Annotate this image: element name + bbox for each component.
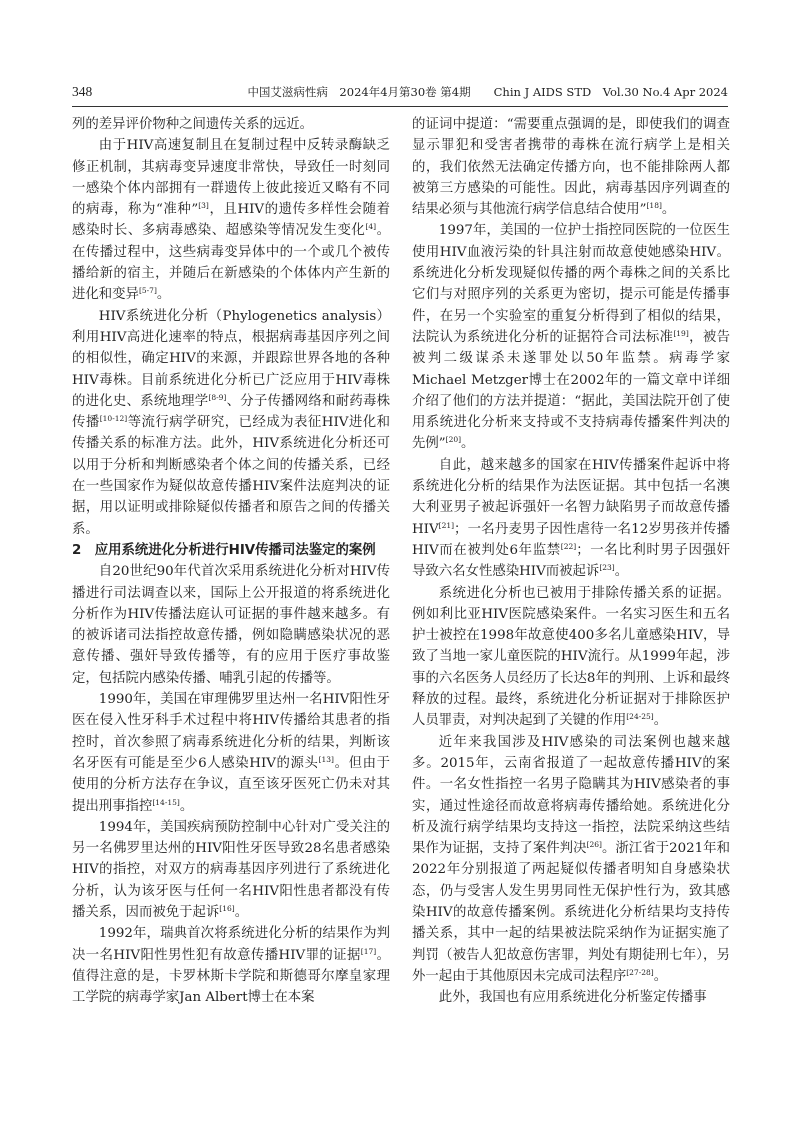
text-run: 。 [653, 713, 668, 729]
text-run: 。值得注意的是，卡罗林斯卡学院和斯德哥尔摩皇家理工学院的病毒学家Jan Albert博士在本案 [72, 947, 391, 1006]
text-run: HIV系统进化分析（Phylogenetics analysis）利用HIV高进化速率的特点，根据病毒基因序列之间的相似性，确定HIV的来源，并跟踪世界各地的各种HIV毒株。目前系统进化分析已广泛应用于HIV毒株的进化史、系统地理学 [72, 308, 390, 409]
text-run: 自此，越来越多的国家在HIV传播案件起诉中将系统进化分析的结果作为法医证据。其中包括一名澳大利亚男子被起诉强奸一名智力缺陷男子而故意传播HIV [412, 457, 730, 537]
text-run: 。 [661, 202, 676, 218]
text-run: ；一名比利时男子因强奸导致六名女性感染HIV而被起诉 [412, 542, 730, 580]
text-run: 1992年，瑞典首次将系统进化分析的结果作为判决一名HIV阳性男性犯有故意传播HIV罪的证据 [72, 926, 390, 963]
paragraph [72, 689, 390, 817]
text-run: 。浙江省于2021年和2022年分别报道了两起疑似传播者明知自身感染状态，仍与受害人发生男男同性无保护性行为，致其感染HIV的故意传播案例。系统进化分析结果均支持传播关系，其中一起的结果被法院采纳作为证据实施了判罚（被告人犯故意伤害罪，判处有期徒刑七年），另外一起由于其他原因未完成司法程序 [412, 841, 731, 984]
citation: [26] [586, 840, 602, 850]
page-number: 348 [72, 84, 93, 99]
paragraph [72, 923, 390, 1008]
citation: [24-25] [626, 712, 654, 722]
text-run: 。在传播过程中，这些病毒变异体中的一个或几个被传播给新的宿主，并随后在新感染的个体体内产生新的进化和变异 [72, 223, 391, 303]
text-run: 1997年，美国的一位护士指控同医院的一位医生使用HIV血液污染的针具注射而故意使她感染HIV。系统进化分析发现疑似传播的两个毒株之间的关系比它们与对照序列的关系更为密切，提示可能是传播事件，在另一个实验室的重复分析得到了相似的结果，法院认为系统进化分析的证据符合司法标准 [412, 223, 730, 345]
text-run: 。 [614, 564, 629, 580]
paragraph [72, 306, 390, 540]
citation: [4] [365, 222, 377, 232]
text-run: 的证词中提道：“需要重点强调的是，即使我们的调查显示罪犯和受害者携带的毒株在流行病学上是相关的，我们依然无法确定传播方向，也不能排除两人都被第三方感染的可能性。因此，病毒基因序列调查的结果必须与其他流行病学信息结合使用” [412, 117, 730, 218]
paragraph-continued: 列的差异评价物种之间遗传关系的远近。 [72, 117, 314, 132]
citation: [27-28] [626, 967, 654, 977]
citation: [3] [198, 201, 209, 211]
text-run: ，被告被判二级谋杀未遂罪处以50年监禁。病毒学家Michael Metzger博士在2002年的一篇文章中详细介绍了他们的方法并提道：“据此，美国法院开创了使用系统进化分析来支持或不支持病毒传播案件判决的先例” [412, 329, 731, 452]
header-rule [72, 106, 728, 107]
paragraph-continued [412, 114, 730, 220]
citation: [16] [219, 903, 235, 913]
text-run: 。 [461, 436, 475, 452]
text-run: 。 [653, 968, 668, 984]
section-heading: 2 应用系统进化分析进行HIV传播司法鉴定的案例 [72, 542, 376, 558]
citation: [13] [318, 754, 334, 764]
text-run: ，且HIV的遗传多样性会随着感染时长、多病毒感染、超感染等情况发生变化 [72, 202, 390, 239]
citation: [5-7] [138, 286, 157, 296]
citation: [21] [438, 520, 455, 530]
right-column [412, 114, 730, 1008]
citation: [8-9] [208, 392, 227, 402]
text-run: 、分子传播网络和耐药毒株传播 [72, 393, 391, 431]
text-run: 等流行病学研究，已经成为表征HIV进化和传播关系的标准方法。此外，HIV系统进化分析还可以用于分析和判断感染者个体之间的传播关系，已经在一些国家作为疑似故意传播HIV案件法庭判决的证据，用以证明或排除疑似传播者和原告之间的传播关系。 [72, 415, 391, 537]
text-run: 。 [156, 287, 171, 303]
text-run: 。 [179, 798, 194, 814]
citation: [10-12] [99, 414, 128, 424]
text-run: 1994年，美国疾病预防控制中心针对广受关注的另一名佛罗里达州的HIV阳性牙医导致28名患者感染HIV的指控，对双方的病毒基因序列进行了系统进化分析，认为该牙医与任何一名HIV阳性患者都没有传播关系，因而被免于起诉 [72, 819, 390, 920]
citation: [19] [673, 328, 689, 338]
running-title: 中国艾滋病性病 2024年4月第30卷 第4期 Chin J AIDS STD Vol.30 No.4 Apr 2024 [247, 85, 728, 99]
paragraph: 此外，我国也有应用系统进化分析鉴定传播事 [438, 990, 707, 1006]
text-run: 。 [234, 904, 249, 920]
citation: [20] [445, 435, 462, 445]
paragraph [412, 220, 730, 454]
page-header [72, 82, 728, 104]
citation: [14-15] [152, 797, 180, 807]
citation: [17] [360, 946, 377, 956]
paragraph: 自20世纪90年代首次采用系统进化分析对HIV传播进行司法调查以来，国际上公开报道的将系统进化分析作为HIV传播法庭认可证据的事件越来越多。有的被诉诸司法指控故意传播，例如隐瞒感染状况的恶意传播、强奸导致传播等，有的应用于医疗事故鉴定，包括院内感染传播、哺乳引起的传播等。 [72, 564, 390, 686]
text-run: 。但由于使用的分析方法存在争议，直至该牙医死亡仍未对其提出刑事指控 [72, 755, 391, 814]
left-column [72, 114, 390, 1008]
paragraph [412, 732, 730, 988]
paragraph [72, 135, 390, 305]
paragraph [72, 817, 390, 923]
text-run: 系统进化分析也已被用于排除传播关系的证据。例如利比亚HIV医院感染案件。一名实习医生和五名护士被控在1998年故意使400多名儿童感染HIV，导致了当地一家儿童医院的HIV流行。从1999年起，涉事的六名医务人员经历了长达8年的判刑、上诉和最终释放的过程。最终，系统进化分析证据对于排除医护人员罪责，对判决起到了关键的作用 [412, 585, 730, 729]
text-run: 1990年，美国在审理佛罗里达州一名HIV阳性牙医在侵入性牙科手术过程中将HIV传播给其患者的指控时，首次参照了病毒系统进化分析的结果，判断该名牙医有可能是至少6人感染HIV的源头 [72, 692, 390, 771]
text-run: 由于HIV高速复制且在复制过程中反转录酶缺乏修正机制，其病毒变异速度非常快，导致任一时刻同一感染个体内部拥有一群遗传上彼此接近又略有不同的病毒，称为“准种” [72, 138, 390, 218]
paragraph [412, 455, 730, 583]
citation: [18] [646, 201, 662, 211]
citation: [23] [599, 563, 615, 573]
citation: [22] [560, 541, 577, 551]
text-run: ；一名丹麦男子因性虐待一名12岁男孩并传播HIV而在被判处6年监禁 [412, 521, 730, 558]
paragraph [412, 583, 730, 732]
text-run: 近年来我国涉及HIV感染的司法案例也越来越多。2015年，云南省报道了一起故意传播HIV的案件。一名女性指控一名男子隐瞒其为HIV感染者的事实，通过性途径而故意将病毒传播给她。系统进化分析及流行病学结果均支持这一指控，法院采纳这些结果作为证据，支持了案件判决 [412, 734, 730, 857]
